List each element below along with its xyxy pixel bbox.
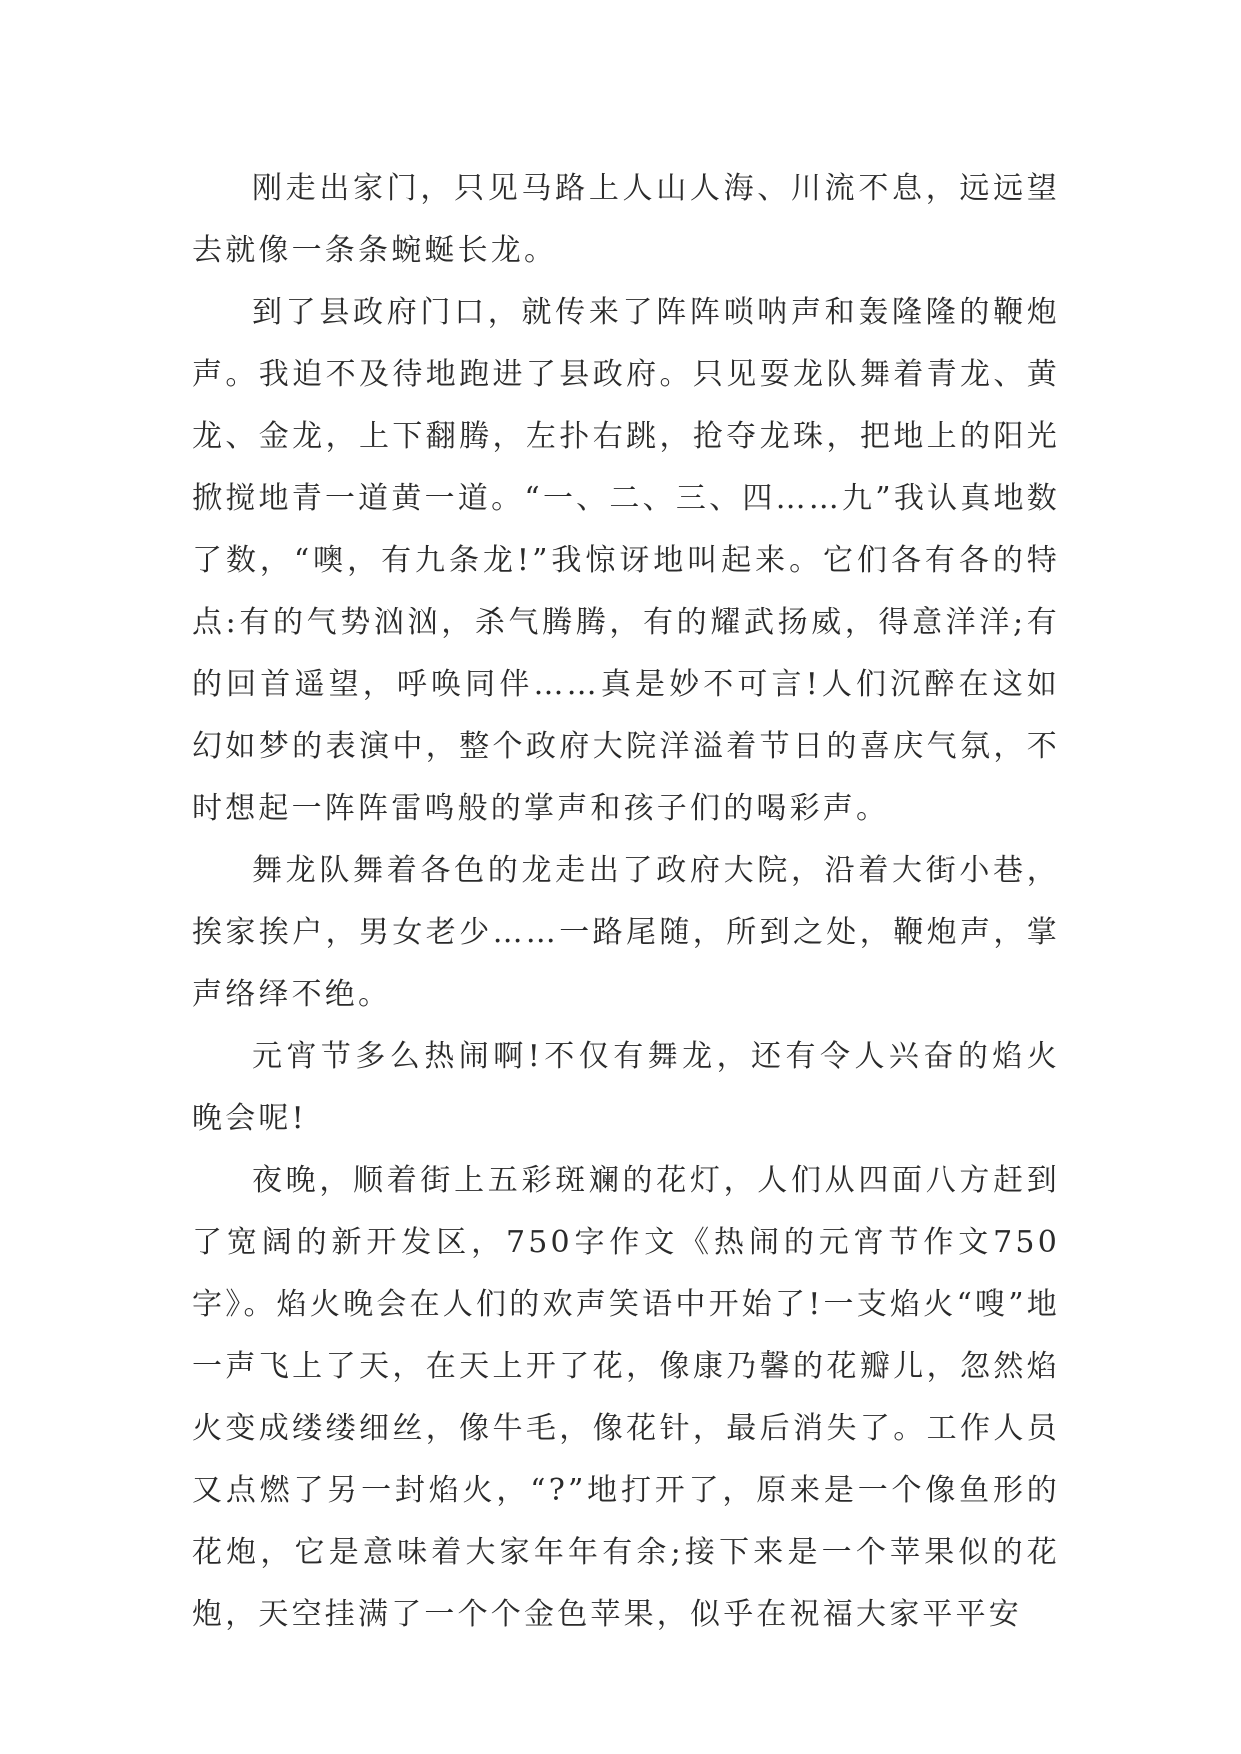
paragraph-4: 元宵节多么热闹啊!不仅有舞龙，还有令人兴奋的焰火晚会呢! <box>192 1039 1060 1136</box>
document-body <box>192 158 1060 1646</box>
paragraph-1: 刚走出家门，只见马路上人山人海、川流不息，远远望去就像一条条蜿蜒长龙。 <box>192 171 1060 268</box>
paragraph-3: 舞龙队舞着各色的龙走出了政府大院，沿着大街小巷，挨家挨户，男女老少……一路尾随，所到之处，鞭炮声，掌声络绎不绝。 <box>192 853 1060 1012</box>
paragraph-2: 到了县政府门口，就传来了阵阵唢呐声和轰隆隆的鞭炮声。我迫不及待地跑进了县政府。只见耍龙队舞着青龙、黄龙、金龙，上下翻腾，左扑右跳，抢夺龙珠，把地上的阳光掀搅地青一道黄一道。“一、二、三、四……九”我认真地数了数，“噢，有九条龙!”我惊讶地叫起来。它们各有各的特点:有的气势汹汹，杀气腾腾，有的耀武扬威，得意洋洋;有的回首遥望，呼唤同伴……真是妙不可言!人们沉醉在这如幻如梦的表演中，整个政府大院洋溢着节日的喜庆气氛，不时想起一阵阵雷鸣般的掌声和孩子们的喝彩声。 <box>192 295 1060 826</box>
paragraph-5: 夜晚，顺着街上五彩斑斓的花灯，人们从四面八方赶到了宽阔的新开发区，750字作文《热闹的元宵节作文750字》。焰火晚会在人们的欢声笑语中开始了!一支焰火“嗖”地一声飞上了天，在天上开了花，像康乃馨的花瓣儿，忽然焰火变成缕缕细丝，像牛毛，像花针，最后消失了。工作人员又点燃了另一封焰火，“?”地打开了，原来是一个像鱼形的花炮，它是意味着大家年年有余;接下来是一个苹果似的花炮，天空挂满了一个个金色苹果，似乎在祝福大家平平安 <box>192 1163 1060 1632</box>
